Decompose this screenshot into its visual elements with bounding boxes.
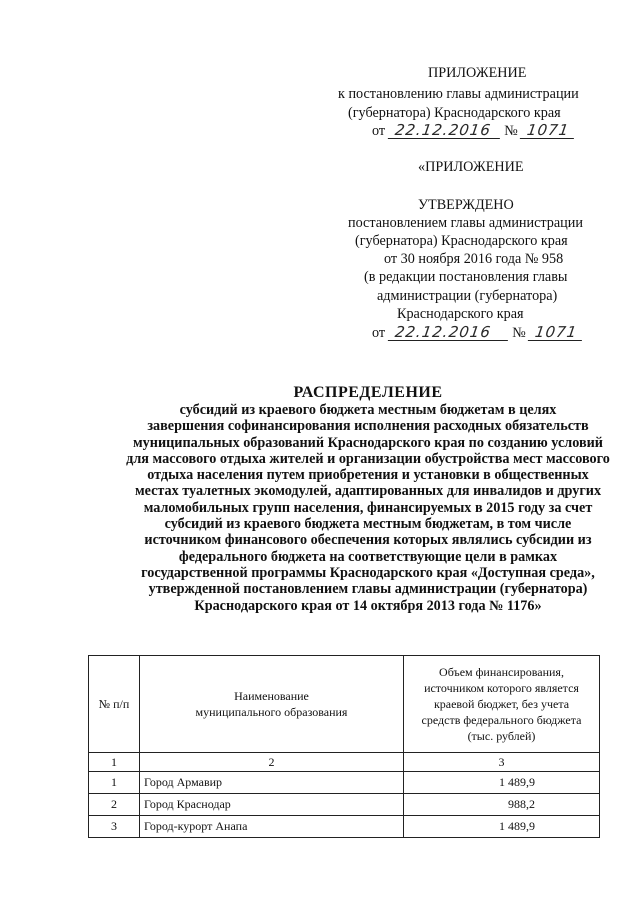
row-amount: 988,2 xyxy=(404,794,600,816)
table-row xyxy=(89,772,600,794)
row-name: Город-курорт Анапа xyxy=(140,816,404,838)
column-number: 2 xyxy=(140,753,404,772)
header-amount xyxy=(404,656,600,753)
approved-line-5: администрации (губернатора) xyxy=(377,288,558,304)
header-amount-line: (тыс. рублей) xyxy=(467,729,536,743)
quoted-appendix-title: «ПРИЛОЖЕНИЕ xyxy=(418,159,524,175)
date2-prefix: от xyxy=(372,325,386,341)
column-number-row xyxy=(89,753,600,772)
table-header-row xyxy=(89,656,600,753)
header-name-line: Наименование xyxy=(234,689,309,703)
number2-sign: № xyxy=(512,325,526,341)
title-line: источником финансового обеспечения которых являлись субсидии из xyxy=(144,532,592,549)
appendix-line-2: (губернатора) Краснодарского края xyxy=(348,105,561,121)
title-line: отдыха населения путем приобретения и установки в общественных xyxy=(147,467,589,484)
column-number: 3 xyxy=(404,753,600,772)
title-line: субсидий из краевого бюджета местным бюджетам, в том числе xyxy=(164,516,572,533)
appendix-title: ПРИЛОЖЕНИЕ xyxy=(428,65,527,81)
distribution-table xyxy=(88,655,600,838)
header-amount-line: краевой бюджет, без учета xyxy=(433,697,570,711)
title-line: муниципальных образований Краснодарского края по созданию условий xyxy=(133,434,603,451)
header-name xyxy=(140,656,404,753)
title-line: для массового отдыха жителей и организации обустройства мест массового xyxy=(126,450,610,467)
row-num: 2 xyxy=(89,794,140,816)
title-line: местах туалетных экомодулей, адаптированных для инвалидов и других xyxy=(134,483,602,500)
date-prefix: от xyxy=(372,123,386,139)
title-line: маломобильных групп населения, финансируемых в 2015 году за счет xyxy=(143,499,593,516)
header-amount-line: средств федерального бюджета xyxy=(421,713,582,727)
table-row xyxy=(89,794,600,816)
row-amount: 1 489,9 xyxy=(404,772,600,794)
header-amount-line: Объем финансирования, xyxy=(439,665,564,679)
number-sign: № xyxy=(504,123,518,139)
approved-date-line xyxy=(372,324,583,344)
distribution-heading: РАСПРЕДЕЛЕНИЕ xyxy=(293,384,443,401)
row-num: 3 xyxy=(89,816,140,838)
column-number: 1 xyxy=(89,753,140,772)
table-row xyxy=(89,816,600,838)
header-amount-line: источником которого является xyxy=(424,681,579,695)
title-line: субсидий из краевого бюджета местным бюджетам в целях xyxy=(179,402,557,418)
approved-line-4: (в редакции постановления главы xyxy=(364,269,568,285)
handwritten-date: 22.12.2016 xyxy=(387,122,501,139)
appendix-line-1: к постановлению главы администрации xyxy=(338,86,579,102)
title-line: Краснодарского края от 14 октября 2013 года № 1176» xyxy=(194,597,542,614)
approved-line-6: Краснодарского края xyxy=(397,306,524,322)
approved-line-3: от 30 ноября 2016 года № 958 xyxy=(384,251,564,267)
handwritten-date-2: 22.12.2016 xyxy=(387,324,509,341)
distribution-title xyxy=(88,384,640,614)
appendix-date-line xyxy=(372,122,575,142)
approved-line-1: постановлением главы администрации xyxy=(348,215,583,231)
header-num: № п/п xyxy=(89,656,140,753)
handwritten-number-2: 1071 xyxy=(528,324,584,341)
title-line: федерального бюджета на соответствующие цели в рамках xyxy=(178,548,558,565)
header-name-line: муниципального образования xyxy=(195,705,348,719)
title-line: завершения софинансирования исполнения расходных обязательств xyxy=(147,418,589,435)
row-num: 1 xyxy=(89,772,140,794)
approved-line-2: (губернатора) Краснодарского края xyxy=(355,233,568,249)
title-line: утвержденной постановлением главы администрации (губернатора) xyxy=(148,581,588,598)
approved-heading: УТВЕРЖДЕНО xyxy=(418,197,514,213)
row-amount: 1 489,9 xyxy=(404,816,600,838)
title-line: государственной программы Краснодарского края «Доступная среда», xyxy=(141,564,595,581)
row-name: Город Армавир xyxy=(140,772,404,794)
row-name: Город Краснодар xyxy=(140,794,404,816)
handwritten-number: 1071 xyxy=(520,122,576,139)
